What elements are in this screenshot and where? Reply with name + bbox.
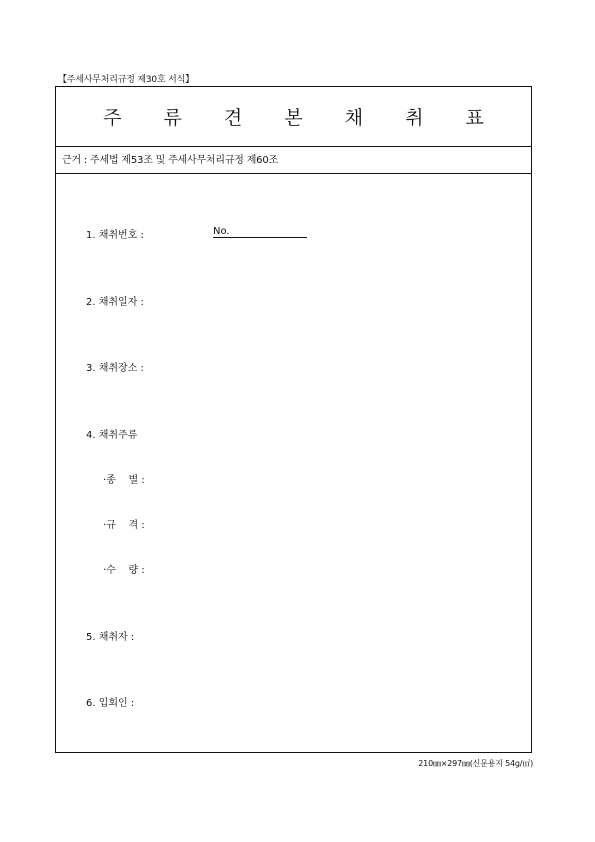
spec-label: ·규 격 : bbox=[103, 520, 145, 531]
sample-place-label: 3. 채취장소 : bbox=[86, 363, 144, 374]
form-box bbox=[55, 86, 532, 753]
quantity-label: ·수 량 : bbox=[103, 565, 145, 576]
sampler-label: 5. 채취자 : bbox=[86, 632, 135, 643]
sample-type-label: 4. 채취주류 bbox=[86, 430, 138, 441]
sample-date-label: 2. 채취일자 : bbox=[86, 297, 144, 308]
field-sampler bbox=[86, 628, 134, 643]
paper-spec: 210㎜×297㎜(신문용지 54g/㎡) bbox=[418, 759, 533, 768]
basis-row: 근거 : 주세법 제53조 및 주세사무처리규정 제60조 bbox=[56, 147, 531, 174]
field-sample-date bbox=[86, 293, 144, 308]
field-sample-place bbox=[86, 359, 144, 374]
field-sample-type bbox=[86, 426, 137, 441]
field-spec bbox=[103, 516, 145, 531]
witness-label: 6. 입회인 : bbox=[86, 698, 135, 709]
field-kind bbox=[103, 471, 145, 486]
field-sample-number bbox=[86, 226, 144, 241]
sample-number-label: 1. 채취번호 : bbox=[86, 230, 144, 241]
field-witness bbox=[86, 694, 134, 709]
sample-number-value[interactable]: No. bbox=[213, 226, 307, 238]
kind-label: ·종 별 : bbox=[103, 475, 145, 486]
title-row bbox=[56, 87, 531, 147]
doc-title: 주 류 견 본 채 취 표 bbox=[103, 107, 502, 129]
form-reference: 【주세사무처리규정 제30호 서식】 bbox=[58, 75, 194, 85]
field-quantity bbox=[103, 561, 145, 576]
